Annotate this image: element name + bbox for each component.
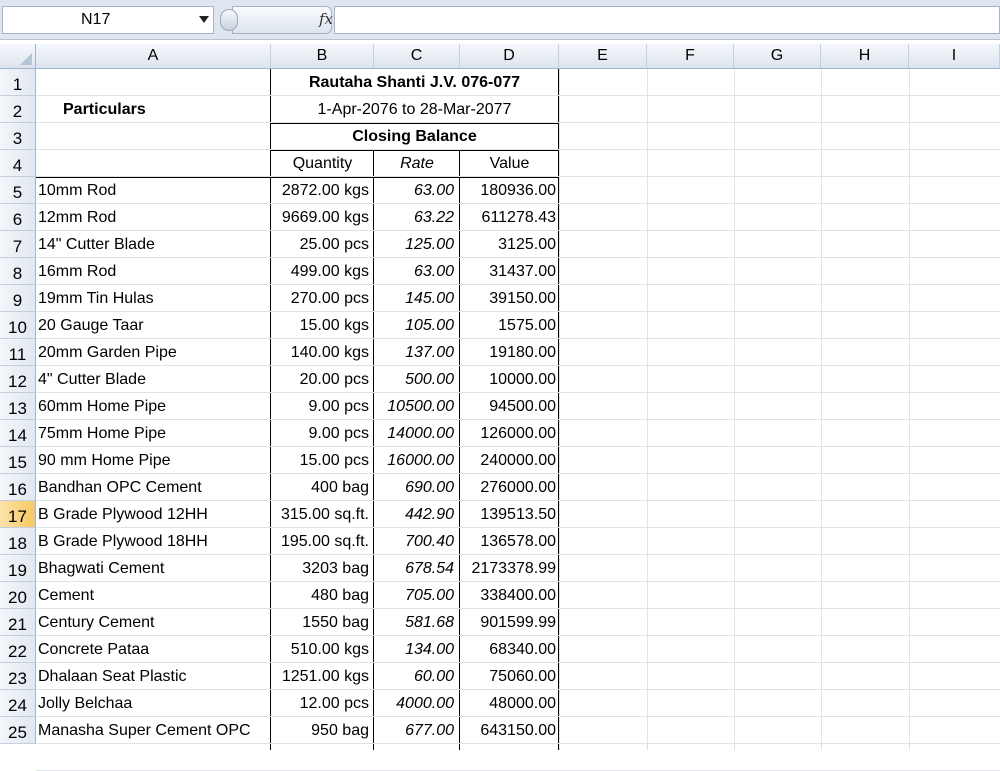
- column-header-d[interactable]: D: [460, 44, 559, 68]
- cell-d-23[interactable]: 75060.00: [489, 668, 556, 685]
- cell-d-7[interactable]: 3125.00: [498, 236, 556, 253]
- border-line: [270, 123, 559, 124]
- cell-b-19[interactable]: 3203 bag: [302, 560, 369, 577]
- cell-a-17[interactable]: B Grade Plywood 12HH: [38, 506, 208, 523]
- formula-bar: [0, 0, 1000, 40]
- cell-c-9[interactable]: 145.00: [405, 290, 454, 307]
- cell-c-16[interactable]: 690.00: [405, 479, 454, 496]
- cell-c-10[interactable]: 105.00: [405, 317, 454, 334]
- row-header-1[interactable]: 1: [0, 69, 36, 96]
- row-header-14[interactable]: 14: [0, 420, 36, 447]
- row-header-10[interactable]: 10: [0, 312, 36, 339]
- value-header[interactable]: Value: [489, 155, 530, 172]
- row-header-25[interactable]: 25: [0, 717, 36, 744]
- cell-b-23[interactable]: 1251.00 kgs: [281, 668, 369, 685]
- cell-d-9[interactable]: 39150.00: [489, 290, 556, 307]
- cell-b-18[interactable]: 195.00 sq.ft.: [280, 533, 369, 550]
- cell-b-14[interactable]: 9.00 pcs: [308, 425, 369, 442]
- cell-a-18[interactable]: B Grade Plywood 18HH: [38, 533, 208, 550]
- cell-b-8[interactable]: 499.00 kgs: [290, 263, 369, 280]
- cell-a-5[interactable]: 10mm Rod: [38, 182, 117, 199]
- report-period[interactable]: 1-Apr-2076 to 28-Mar-2077: [317, 101, 512, 118]
- gridline: [909, 69, 910, 750]
- cell-b-17[interactable]: 315.00 sq.ft.: [280, 506, 369, 523]
- cell-a-8[interactable]: 16mm Rod: [38, 263, 117, 280]
- cell-b-24[interactable]: 12.00 pcs: [299, 695, 369, 712]
- row-header-7[interactable]: 7: [0, 231, 36, 258]
- cell-a-20[interactable]: Cement: [38, 587, 95, 604]
- cell-c-21[interactable]: 581.68: [405, 614, 454, 631]
- row-header-6[interactable]: 6: [0, 204, 36, 231]
- row-header-24[interactable]: 24: [0, 690, 36, 717]
- column-header-g[interactable]: G: [734, 44, 821, 68]
- cell-d-11[interactable]: 19180.00: [489, 344, 556, 361]
- row-header-2[interactable]: 2: [0, 96, 36, 123]
- cell-c-23[interactable]: 60.00: [413, 668, 454, 685]
- column-header-c[interactable]: C: [374, 44, 460, 68]
- cell-a-14[interactable]: 75mm Home Pipe: [38, 425, 167, 442]
- gridline: [559, 69, 560, 750]
- column-header-i[interactable]: I: [909, 44, 1000, 68]
- formula-input[interactable]: [334, 6, 1000, 34]
- cell-d-16[interactable]: 276000.00: [480, 479, 556, 496]
- cell-b-12[interactable]: 20.00 pcs: [299, 371, 369, 388]
- cell-a-10[interactable]: 20 Gauge Taar: [38, 317, 144, 334]
- cell-a-11[interactable]: 20mm Garden Pipe: [38, 344, 177, 361]
- cell-c-18[interactable]: 700.40: [405, 533, 454, 550]
- cell-a-25[interactable]: Manasha Super Cement OPC: [38, 722, 251, 739]
- gridline: [734, 69, 735, 750]
- cell-d-12[interactable]: 10000.00: [489, 371, 556, 388]
- cell-d-25[interactable]: 643150.00: [480, 722, 556, 739]
- row-header-11[interactable]: 11: [0, 339, 36, 366]
- border-line: [270, 150, 559, 151]
- name-box-value: N17: [81, 11, 111, 28]
- cell-d-19[interactable]: 2173378.99: [471, 560, 556, 577]
- cell-a-22[interactable]: Concrete Pataa: [38, 641, 150, 658]
- row-header-16[interactable]: 16: [0, 474, 36, 501]
- cell-d-24[interactable]: 48000.00: [489, 695, 556, 712]
- insert-function-area: [220, 6, 332, 34]
- cell-a-13[interactable]: 60mm Home Pipe: [38, 398, 167, 415]
- worksheet-grid[interactable]: [36, 69, 1000, 750]
- cell-b-16[interactable]: 400 bag: [311, 479, 369, 496]
- row-header-9[interactable]: 9: [0, 285, 36, 312]
- column-header-row: [0, 44, 1000, 69]
- cell-b-22[interactable]: 510.00 kgs: [290, 641, 369, 658]
- column-header-h[interactable]: H: [821, 44, 909, 68]
- cell-c-5[interactable]: 63.00: [413, 182, 454, 199]
- cell-a-19[interactable]: Bhagwati Cement: [38, 560, 165, 577]
- insert-function-button[interactable]: [232, 6, 332, 34]
- row-header-22[interactable]: 22: [0, 636, 36, 663]
- report-title[interactable]: Rautaha Shanti J.V. 076-077: [308, 74, 521, 91]
- cell-a-15[interactable]: 90 mm Home Pipe: [38, 452, 171, 469]
- cell-d-21[interactable]: 901599.99: [480, 614, 556, 631]
- cell-d-15[interactable]: 240000.00: [480, 452, 556, 469]
- cell-d-18[interactable]: 136578.00: [480, 533, 556, 550]
- cell-c-8[interactable]: 63.00: [413, 263, 454, 280]
- row-header-20[interactable]: 20: [0, 582, 36, 609]
- cell-a-16[interactable]: Bandhan OPC Cement: [38, 479, 202, 496]
- name-box[interactable]: [2, 6, 214, 34]
- row-header-3[interactable]: 3: [0, 123, 36, 150]
- cell-c-19[interactable]: 678.54: [405, 560, 454, 577]
- cell-b-9[interactable]: 270.00 pcs: [290, 290, 369, 307]
- cell-b-6[interactable]: 9669.00 kgs: [281, 209, 369, 226]
- cell-a-9[interactable]: 19mm Tin Hulas: [38, 290, 154, 307]
- cell-d-20[interactable]: 338400.00: [480, 587, 556, 604]
- column-header-f[interactable]: F: [647, 44, 734, 68]
- cell-c-12[interactable]: 500.00: [405, 371, 454, 388]
- select-all-corner[interactable]: [0, 44, 36, 68]
- cell-c-15[interactable]: 16000.00: [387, 452, 454, 469]
- cell-a-23[interactable]: Dhalaan Seat Plastic: [38, 668, 187, 685]
- gridline: [821, 69, 822, 750]
- gridline: [36, 122, 1000, 123]
- column-header-e[interactable]: E: [559, 44, 647, 68]
- cell-d-10[interactable]: 1575.00: [498, 317, 556, 334]
- cell-c-24[interactable]: 4000.00: [396, 695, 454, 712]
- row-header-21[interactable]: 21: [0, 609, 36, 636]
- row-header-17[interactable]: 17: [0, 501, 36, 528]
- cell-d-14[interactable]: 126000.00: [480, 425, 556, 442]
- cell-c-20[interactable]: 705.00: [405, 587, 454, 604]
- row-header-18[interactable]: 18: [0, 528, 36, 555]
- cell-c-7[interactable]: 125.00: [405, 236, 454, 253]
- cell-b-15[interactable]: 15.00 pcs: [299, 452, 369, 469]
- cell-c-25[interactable]: 677.00: [405, 722, 454, 739]
- gridline: [647, 69, 648, 750]
- cell-c-6[interactable]: 63.22: [413, 209, 454, 226]
- gridline: [36, 149, 1000, 150]
- quantity-header[interactable]: Quantity: [292, 155, 353, 172]
- column-header-a[interactable]: A: [36, 44, 271, 68]
- row-header-4[interactable]: 4: [0, 150, 36, 177]
- row-header-13[interactable]: 13: [0, 393, 36, 420]
- rate-header[interactable]: Rate: [400, 155, 434, 172]
- row-header-23[interactable]: 23: [0, 663, 36, 690]
- cell-c-22[interactable]: 134.00: [405, 641, 454, 658]
- cell-b-11[interactable]: 140.00 kgs: [290, 344, 369, 361]
- cell-d-6[interactable]: 611278.43: [481, 209, 556, 226]
- cell-b-5[interactable]: 2872.00 kgs: [281, 182, 369, 199]
- cell-a-24[interactable]: Jolly Belchaa: [38, 695, 133, 712]
- cell-a-7[interactable]: 14" Cutter Blade: [38, 236, 155, 253]
- cell-a-6[interactable]: 12mm Rod: [38, 209, 117, 226]
- cell-a-12[interactable]: 4" Cutter Blade: [38, 371, 146, 388]
- cell-d-5[interactable]: 180936.00: [480, 182, 556, 199]
- column-header-b[interactable]: B: [271, 44, 374, 68]
- cell-b-20[interactable]: 480 bag: [311, 587, 369, 604]
- chevron-down-icon[interactable]: [199, 16, 209, 23]
- cell-d-8[interactable]: 31437.00: [489, 263, 556, 280]
- cell-d-13[interactable]: 94500.00: [489, 398, 556, 415]
- row-header-19[interactable]: 19: [0, 555, 36, 582]
- cell-c-14[interactable]: 14000.00: [387, 425, 454, 442]
- cell-b-13[interactable]: 9.00 pcs: [308, 398, 369, 415]
- cell-a-21[interactable]: Century Cement: [38, 614, 155, 631]
- cell-b-10[interactable]: 15.00 kgs: [299, 317, 369, 334]
- cell-c-17[interactable]: 442.90: [405, 506, 454, 523]
- particulars-header[interactable]: Particulars: [63, 101, 146, 118]
- fx-icon: fx: [319, 10, 334, 28]
- cell-b-7[interactable]: 25.00 pcs: [299, 236, 369, 253]
- gridline: [36, 95, 1000, 96]
- row-header-8[interactable]: 8: [0, 258, 36, 285]
- row-header-15[interactable]: 15: [0, 447, 36, 474]
- formula-bar-resize-handle[interactable]: [220, 9, 238, 31]
- row-header-12[interactable]: 12: [0, 366, 36, 393]
- cell-d-22[interactable]: 68340.00: [489, 641, 556, 658]
- cell-b-25[interactable]: 950 bag: [311, 722, 369, 739]
- cell-c-11[interactable]: 137.00: [405, 344, 454, 361]
- cell-b-21[interactable]: 1550 bag: [302, 614, 369, 631]
- cell-c-13[interactable]: 10500.00: [387, 398, 454, 415]
- cell-d-17[interactable]: 139513.50: [480, 506, 556, 523]
- row-header-5[interactable]: 5: [0, 177, 36, 204]
- closing-balance-header[interactable]: Closing Balance: [352, 128, 477, 145]
